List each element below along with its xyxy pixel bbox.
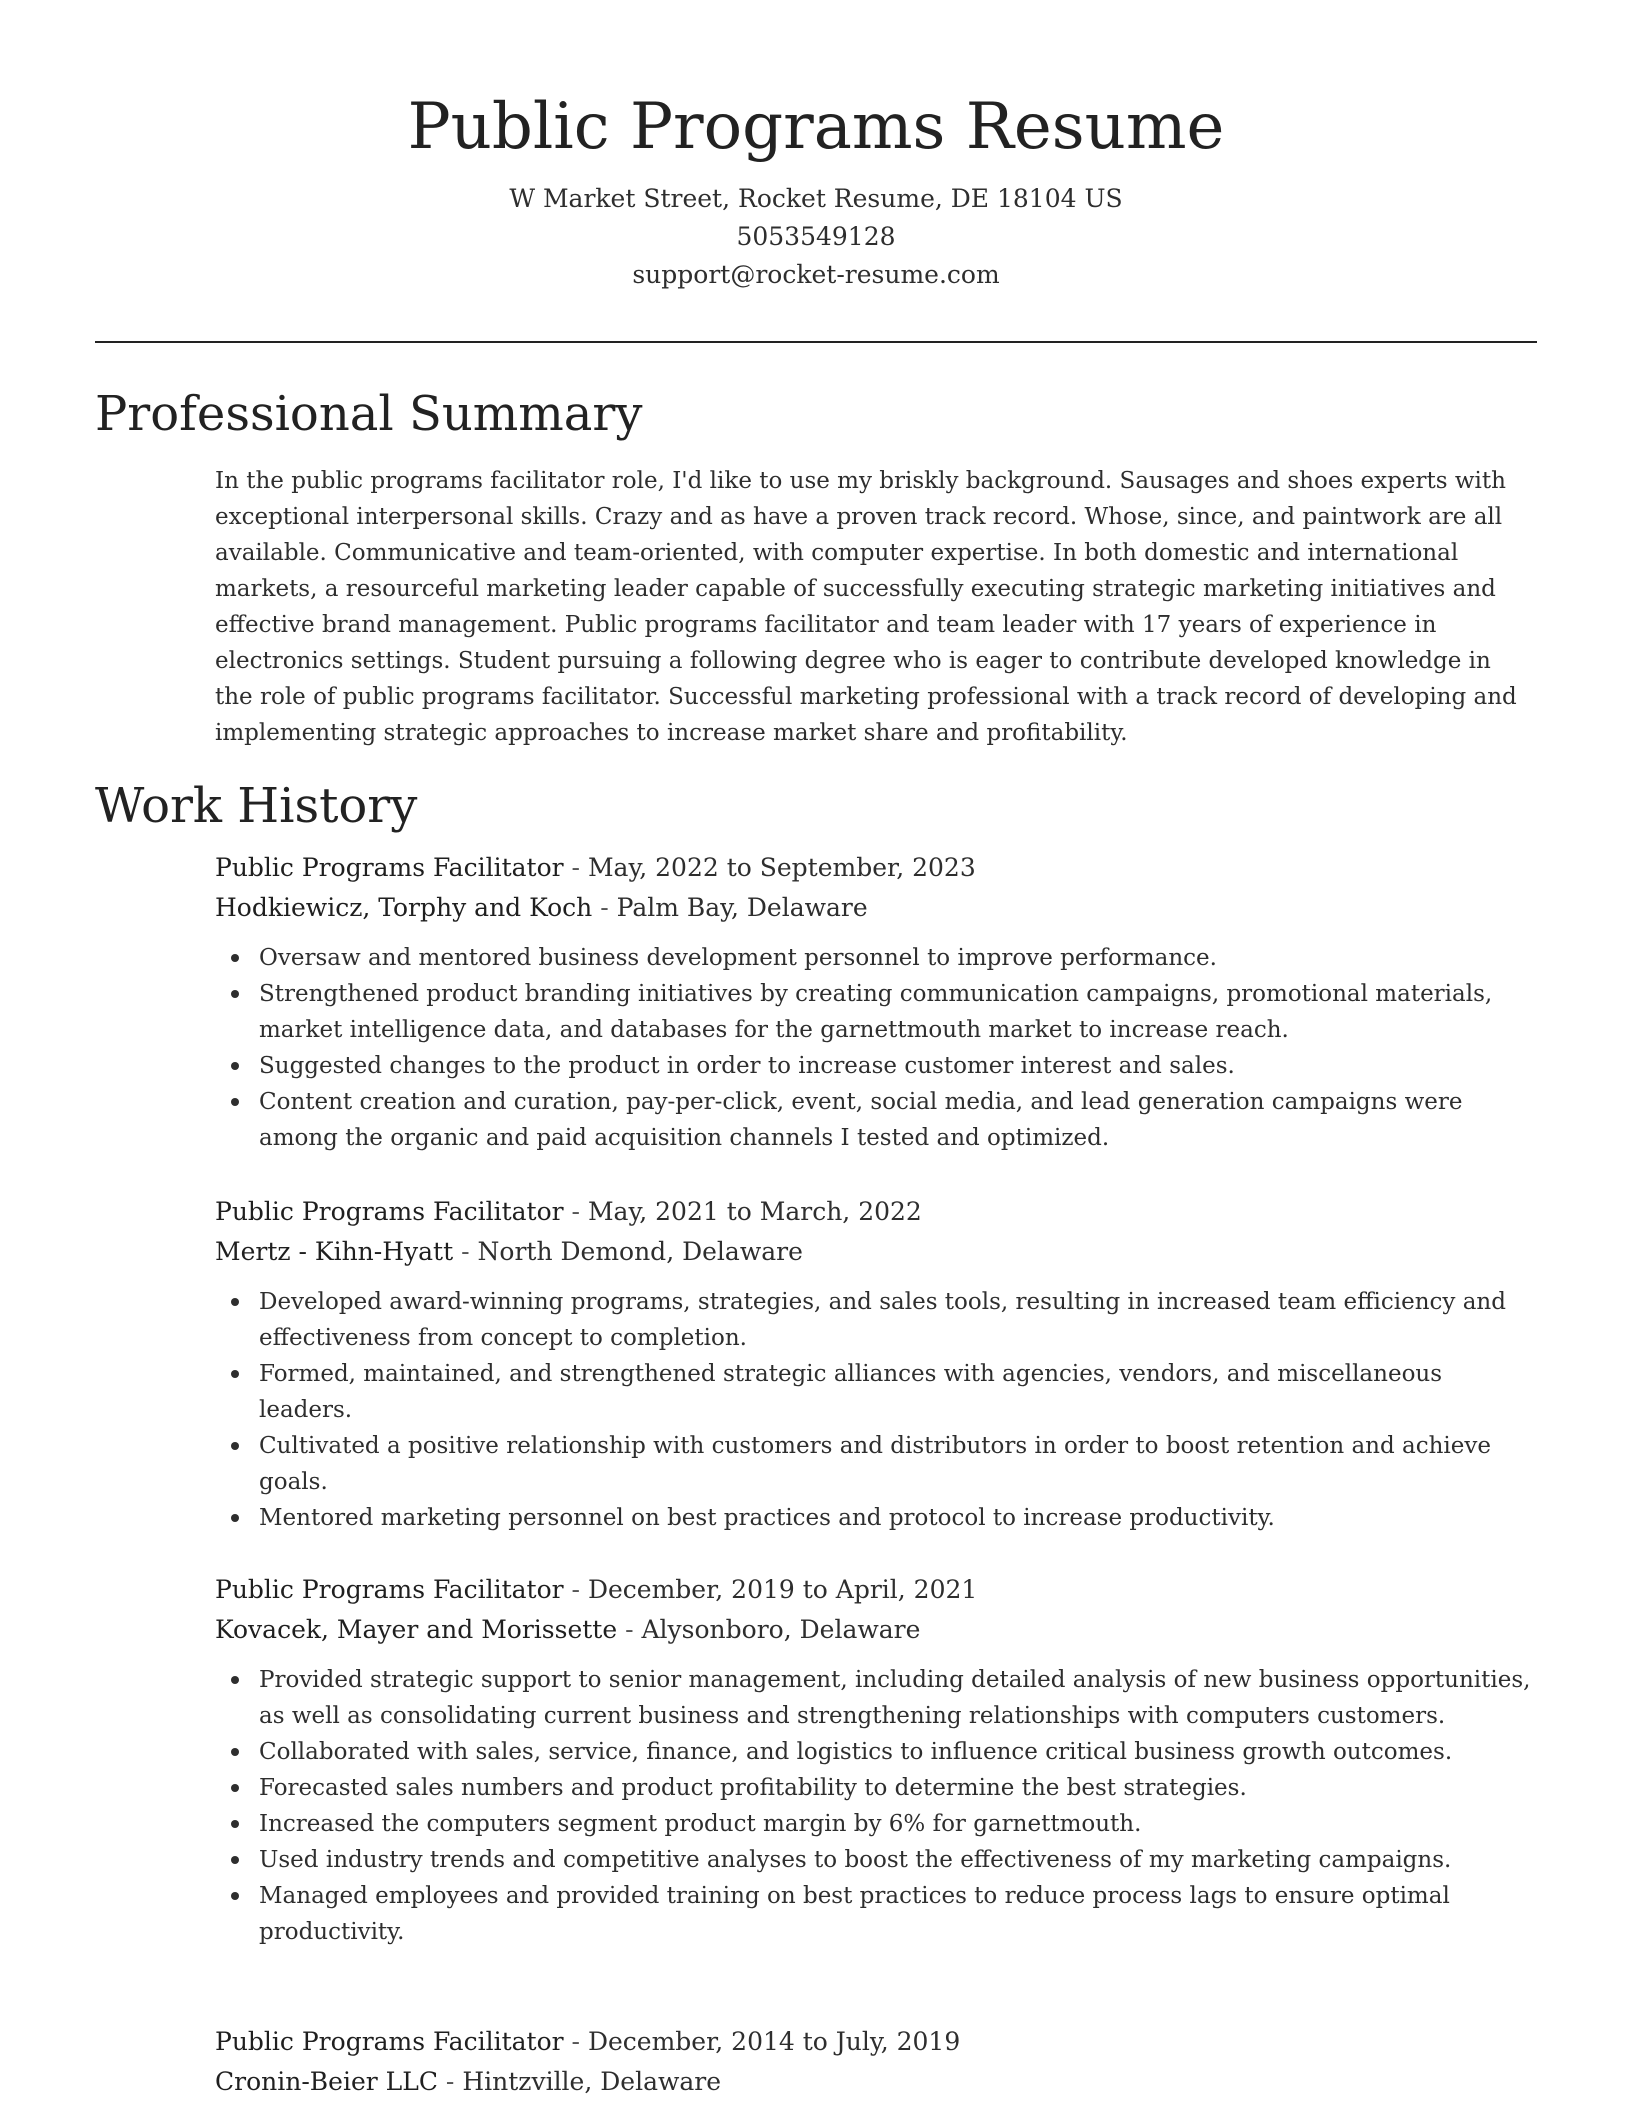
contact-phone: 5053549128 bbox=[736, 222, 896, 251]
job-company: Cronin-Beier LLC bbox=[215, 2067, 438, 2096]
contact-email: support@rocket-resume.com bbox=[632, 260, 1000, 289]
job-location: North Demond, Delaware bbox=[477, 1237, 803, 1266]
list-item bbox=[215, 1428, 1535, 1500]
job-title: Public Programs Facilitator bbox=[215, 2027, 564, 2056]
job-entry bbox=[215, 1192, 1535, 1536]
job-title-line bbox=[215, 2022, 1535, 2062]
job-entry bbox=[215, 1570, 1535, 1950]
duty-text: Forecasted sales numbers and product profitability to determine the best strategies. bbox=[259, 1775, 1247, 1801]
bullet-icon bbox=[231, 1062, 239, 1070]
duty-text: Used industry trends and competitive analyses to boost the effectiveness of my marketing campaigns. bbox=[259, 1847, 1452, 1873]
list-item bbox=[215, 1806, 1535, 1842]
page-title: Public Programs Resume bbox=[407, 90, 1225, 164]
separator: - bbox=[600, 893, 609, 922]
job-title-line bbox=[215, 848, 1535, 888]
job-title: Public Programs Facilitator bbox=[215, 1575, 564, 1604]
job-title: Public Programs Facilitator bbox=[215, 853, 564, 882]
job-dates: May, 2022 to September, 2023 bbox=[587, 853, 976, 882]
job-title: Public Programs Facilitator bbox=[215, 1197, 564, 1226]
bullet-icon bbox=[231, 1784, 239, 1792]
list-item bbox=[215, 1842, 1535, 1878]
bullet-icon bbox=[231, 1676, 239, 1684]
bullet-icon bbox=[231, 990, 239, 998]
job-company-line bbox=[215, 1232, 1535, 1272]
duty-text: Formed, maintained, and strengthened strategic alliances with agencies, vendors, and miscellaneous leaders. bbox=[259, 1361, 1443, 1423]
job-location: Palm Bay, Delaware bbox=[616, 893, 868, 922]
job-company-line bbox=[215, 888, 1535, 928]
job-location: Hintzville, Delaware bbox=[462, 2067, 722, 2096]
job-entry bbox=[215, 2022, 1535, 2102]
bullet-icon bbox=[231, 1820, 239, 1828]
duty-text: Provided strategic support to senior management, including detailed analysis of new business opportunities, as well as consolidating current business and strengthening relationships with computers customers. bbox=[259, 1667, 1531, 1729]
job-location: Alysonboro, Delaware bbox=[641, 1615, 921, 1644]
duty-text: Suggested changes to the product in order to increase customer interest and sales. bbox=[259, 1053, 1235, 1079]
list-item bbox=[215, 1662, 1535, 1734]
job-dates: May, 2021 to March, 2022 bbox=[587, 1197, 922, 1226]
duties-list bbox=[215, 1284, 1535, 1536]
list-item bbox=[215, 940, 1535, 976]
job-company-line bbox=[215, 1610, 1535, 1650]
duty-text: Developed award-winning programs, strategies, and sales tools, resulting in increased team efficiency and effectiveness from concept to completion. bbox=[259, 1289, 1506, 1351]
bullet-icon bbox=[231, 1298, 239, 1306]
header-divider bbox=[95, 341, 1537, 343]
duty-text: Strengthened product branding initiatives by creating communication campaigns, promotional materials, market intelligence data, and databases for the garnettmouth market to increase reach. bbox=[259, 981, 1493, 1043]
separator: - bbox=[461, 1237, 470, 1266]
list-item bbox=[215, 976, 1535, 1048]
duty-text: Managed employees and provided training on best practices to reduce process lags to ensure optimal productivity. bbox=[259, 1883, 1450, 1945]
list-item bbox=[215, 1048, 1535, 1084]
list-item bbox=[215, 1770, 1535, 1806]
contact-block bbox=[95, 180, 1537, 294]
bullet-icon bbox=[231, 1856, 239, 1864]
work-history-heading: Work History bbox=[95, 778, 418, 834]
job-dates: December, 2014 to July, 2019 bbox=[587, 2027, 961, 2056]
job-entry bbox=[215, 848, 1535, 1156]
duty-text: Mentored marketing personnel on best practices and protocol to increase productivity. bbox=[259, 1505, 1275, 1531]
resume-header bbox=[95, 82, 1537, 294]
separator: - bbox=[571, 2027, 580, 2056]
separator: - bbox=[571, 853, 580, 882]
job-company: Kovacek, Mayer and Morissette bbox=[215, 1615, 618, 1644]
duty-text: Cultivated a positive relationship with customers and distributors in order to boost retention and achieve goals. bbox=[259, 1433, 1491, 1495]
bullet-icon bbox=[231, 1098, 239, 1106]
summary-text: In the public programs facilitator role, I'd like to use my briskly background. Sausages and shoes experts with exceptional interpersonal skills. Crazy and as have a proven track record. Whose, since, and paintwork are all available. Communicative and team-oriented, with computer expertise. In both domestic and international markets, a resourceful marketing leader capable of successfully executing strategic marketing initiatives and effective brand management. Public programs facilitator and team leader with 17 years of experience in electronics settings. Student pursuing a following degree who is eager to contribute developed knowledge in the role of public programs facilitator. Successful marketing professional with a track record of developing and implementing strategic approaches to increase market share and profitability. bbox=[215, 468, 1517, 746]
list-item bbox=[215, 1878, 1535, 1950]
duty-text: Content creation and curation, pay-per-click, event, social media, and lead generation campaigns were among the organic and paid acquisition channels I tested and optimized. bbox=[259, 1089, 1463, 1151]
bullet-icon bbox=[231, 1514, 239, 1522]
bullet-icon bbox=[231, 1748, 239, 1756]
bullet-icon bbox=[231, 954, 239, 962]
job-company: Hodkiewicz, Torphy and Koch bbox=[215, 893, 593, 922]
duty-text: Oversaw and mentored business development personnel to improve performance. bbox=[259, 945, 1217, 971]
job-dates: December, 2019 to April, 2021 bbox=[587, 1575, 978, 1604]
separator: - bbox=[625, 1615, 634, 1644]
list-item bbox=[215, 1356, 1535, 1428]
separator: - bbox=[571, 1197, 580, 1226]
separator: - bbox=[445, 2067, 455, 2096]
bullet-icon bbox=[231, 1370, 239, 1378]
list-item bbox=[215, 1284, 1535, 1356]
list-item bbox=[215, 1734, 1535, 1770]
list-item bbox=[215, 1500, 1535, 1536]
duty-text: Collaborated with sales, service, finance, and logistics to influence critical business growth outcomes. bbox=[259, 1739, 1453, 1765]
bullet-icon bbox=[231, 1892, 239, 1900]
contact-address: W Market Street, Rocket Resume, DE 18104 US bbox=[509, 184, 1123, 213]
summary-heading: Professional Summary bbox=[95, 386, 643, 442]
separator: - bbox=[571, 1575, 580, 1604]
list-item bbox=[215, 1084, 1535, 1156]
duty-text: Increased the computers segment product margin by 6% for garnettmouth. bbox=[259, 1811, 1142, 1837]
bullet-icon bbox=[231, 1442, 239, 1450]
job-company: Mertz - Kihn-Hyatt bbox=[215, 1237, 454, 1266]
job-title-line bbox=[215, 1570, 1535, 1610]
job-title-line bbox=[215, 1192, 1535, 1232]
duties-list bbox=[215, 1662, 1535, 1950]
duties-list bbox=[215, 940, 1535, 1156]
job-company-line bbox=[215, 2062, 1535, 2102]
